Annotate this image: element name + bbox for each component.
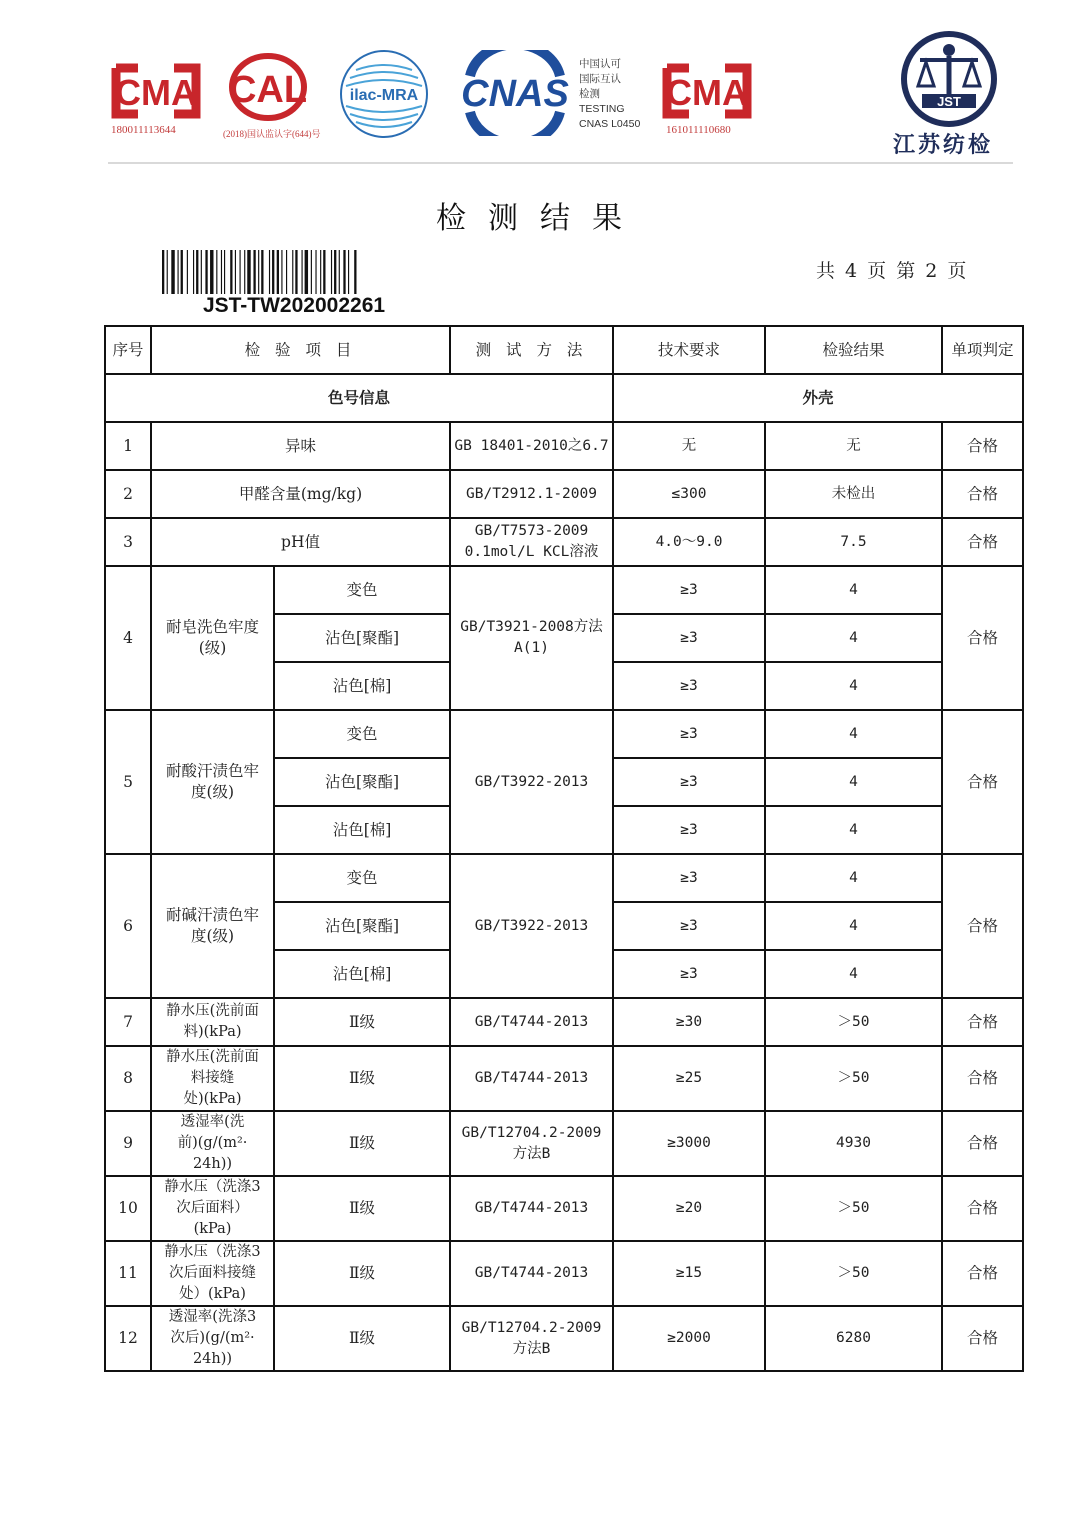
- row-item: 耐酸汗渍色牢 度(级): [151, 710, 274, 854]
- row-grade: Ⅱ级: [274, 1241, 450, 1306]
- row-subitem: 沾色[棉]: [274, 950, 450, 998]
- row-item: 静水压（洗涤3 次后面料） (kPa): [151, 1176, 274, 1241]
- row-item: 静水压(洗前面 料)(kPa): [151, 998, 274, 1046]
- row-method: GB/T4744-2013: [450, 1176, 613, 1241]
- row-requirement: ≥3: [613, 854, 765, 902]
- table-row: [105, 854, 1023, 902]
- barcode-bar: [196, 250, 198, 294]
- barcode-bar: [295, 250, 297, 294]
- row-requirement: ≥3000: [613, 1111, 765, 1176]
- row-requirement: 无: [613, 422, 765, 470]
- row-result: 4930: [765, 1111, 942, 1176]
- barcode-bar: [240, 250, 241, 294]
- row-item: 耐皂洗色牢度 (级): [151, 566, 274, 710]
- row-grade: Ⅱ级: [274, 1176, 450, 1241]
- section-row: [105, 374, 1023, 422]
- barcode-bar: [187, 250, 188, 294]
- barcode-bar: [224, 250, 225, 294]
- barcode-bar: [292, 250, 293, 294]
- row-number: 4: [105, 566, 151, 710]
- barcode: [162, 250, 426, 294]
- barcode-bar: [230, 250, 232, 294]
- row-item: 异味: [151, 422, 450, 470]
- row-method: GB/T7573-2009 0.1mol/L KCL溶液: [450, 518, 613, 566]
- barcode-bar: [343, 250, 345, 294]
- barcode-bar: [162, 250, 164, 294]
- row-item: 静水压（洗涤3 次后面料接缝 处）(kPa): [151, 1241, 274, 1306]
- row-verdict: 合格: [942, 998, 1023, 1046]
- barcode-bar: [171, 250, 174, 294]
- row-grade: Ⅱ级: [274, 1046, 450, 1111]
- barcode-bar: [277, 250, 279, 294]
- row-result: 4: [765, 902, 942, 950]
- table-row: [105, 470, 1023, 518]
- barcode-bar: [261, 250, 263, 294]
- cma-number: 180011113644: [111, 124, 176, 136]
- row-requirement: ≥3: [613, 614, 765, 662]
- row-item: 透湿率(洗涤3 次后)(g/(m²· 24h)): [151, 1306, 274, 1371]
- row-method: GB/T3922-2013: [450, 710, 613, 854]
- row-method: GB/T12704.2-2009 方法B: [450, 1111, 613, 1176]
- row-requirement: ≥2000: [613, 1306, 765, 1371]
- header-item: 检 验 项 目: [151, 326, 450, 374]
- row-subitem: 沾色[棉]: [274, 662, 450, 710]
- row-result: 6280: [765, 1306, 942, 1371]
- row-subitem: 沾色[聚酯]: [274, 614, 450, 662]
- row-requirement: ≥3: [613, 710, 765, 758]
- svg-text:JST: JST: [937, 94, 961, 109]
- row-result: ＞50: [765, 1046, 942, 1111]
- row-method: GB 18401-2010之6.7: [450, 422, 613, 470]
- svg-text:CAL: CAL: [228, 69, 308, 111]
- header-requirement: 技术要求: [613, 326, 765, 374]
- page-title: 检测结果: [436, 201, 644, 236]
- cal-number: (2018)国认监认字(644)号: [223, 129, 321, 139]
- svg-text:CMA: CMA: [666, 72, 748, 113]
- row-requirement: ≥15: [613, 1241, 765, 1306]
- row-grade: Ⅱ级: [274, 1306, 450, 1371]
- barcode-bar: [272, 250, 274, 294]
- row-subitem: 变色: [274, 566, 450, 614]
- row-result: 无: [765, 422, 942, 470]
- row-item: 静水压(洗前面 料接缝 处)(kPa): [151, 1046, 274, 1111]
- row-number: 9: [105, 1111, 151, 1176]
- row-result: 7.5: [765, 518, 942, 566]
- row-verdict: 合格: [942, 470, 1023, 518]
- barcode-bar: [205, 250, 207, 294]
- row-method: GB/T12704.2-2009 方法B: [450, 1306, 613, 1371]
- section-color-info: 色号信息: [105, 374, 613, 422]
- barcode-bar: [311, 250, 312, 294]
- row-verdict: 合格: [942, 854, 1023, 998]
- barcode-bar: [244, 250, 245, 294]
- row-subitem: 沾色[聚酯]: [274, 758, 450, 806]
- barcode-bar: [253, 250, 255, 294]
- barcode-bar: [334, 250, 336, 294]
- header-divider: [108, 162, 1013, 164]
- row-verdict: 合格: [942, 1046, 1023, 1111]
- row-verdict: 合格: [942, 1176, 1023, 1241]
- barcode-bar: [178, 250, 179, 294]
- row-subitem: 变色: [274, 710, 450, 758]
- row-method: GB/T4744-2013: [450, 998, 613, 1046]
- row-requirement: ≥3: [613, 806, 765, 854]
- barcode-bar: [181, 250, 183, 294]
- row-requirement: ≥3: [613, 566, 765, 614]
- row-result: ＞50: [765, 1176, 942, 1241]
- row-requirement: ≥3: [613, 662, 765, 710]
- row-verdict: 合格: [942, 1241, 1023, 1306]
- barcode-bar: [354, 250, 356, 294]
- row-verdict: 合格: [942, 566, 1023, 710]
- row-result: ＞50: [765, 998, 942, 1046]
- barcode-bar: [320, 250, 321, 294]
- table-row: [105, 1046, 1023, 1111]
- ilac-mra-logo: [338, 48, 430, 140]
- table-row: [105, 1176, 1023, 1241]
- section-shell: 外壳: [613, 374, 1023, 422]
- row-result: 4: [765, 854, 942, 902]
- row-verdict: 合格: [942, 422, 1023, 470]
- barcode-bar: [221, 250, 222, 294]
- row-result: 4: [765, 566, 942, 614]
- row-subitem: 沾色[聚酯]: [274, 902, 450, 950]
- results-table: [104, 325, 1024, 1372]
- barcode-bar: [235, 250, 236, 294]
- row-verdict: 合格: [942, 1111, 1023, 1176]
- barcode-bar: [269, 250, 270, 294]
- cma-number-2: 161011110680: [666, 124, 731, 136]
- row-item: 耐碱汗渍色牢 度(级): [151, 854, 274, 998]
- table-row: [105, 1306, 1023, 1371]
- row-result: 4: [765, 662, 942, 710]
- barcode-bar: [302, 250, 303, 294]
- barcode-bar: [281, 250, 282, 294]
- barcode-bar: [210, 250, 213, 294]
- row-number: 7: [105, 998, 151, 1046]
- header-result: 检验结果: [765, 326, 942, 374]
- row-requirement: ≥20: [613, 1176, 765, 1241]
- row-number: 11: [105, 1241, 151, 1306]
- barcode-bar: [315, 250, 316, 294]
- row-number: 12: [105, 1306, 151, 1371]
- page-indicator: 共 4 页 第 2 页: [816, 260, 969, 282]
- table-row: [105, 710, 1023, 758]
- table-row: [105, 518, 1023, 566]
- cal-logo: [226, 52, 310, 122]
- row-number: 3: [105, 518, 151, 566]
- row-result: ＞50: [765, 1241, 942, 1306]
- certification-header: [0, 0, 1080, 165]
- svg-text:ilac-MRA: ilac-MRA: [349, 87, 419, 104]
- table-row: [105, 1111, 1023, 1176]
- header-verdict: 单项判定: [942, 326, 1023, 374]
- row-requirement: ≥30: [613, 998, 765, 1046]
- table-row: [105, 422, 1023, 470]
- svg-text:CNAS: CNAS: [461, 73, 569, 115]
- row-result: 未检出: [765, 470, 942, 518]
- barcode-bar: [167, 250, 168, 294]
- report-number: JST-TW202002261: [202, 294, 386, 317]
- barcode-bar: [286, 250, 287, 294]
- barcode-bar: [305, 250, 308, 294]
- row-requirement: ≥3: [613, 758, 765, 806]
- header-seq: 序号: [105, 326, 151, 374]
- jst-caption: 江苏纺检: [893, 132, 994, 158]
- row-item: 透湿率(洗 前)(g/(m²· 24h)): [151, 1111, 274, 1176]
- row-number: 5: [105, 710, 151, 854]
- row-grade: Ⅱ级: [274, 998, 450, 1046]
- row-result: 4: [765, 758, 942, 806]
- row-requirement: ≥3: [613, 902, 765, 950]
- row-result: 4: [765, 614, 942, 662]
- cnas-logo: [456, 50, 574, 136]
- row-subitem: 变色: [274, 854, 450, 902]
- row-requirement: ≥25: [613, 1046, 765, 1111]
- row-requirement: 4.0～9.0: [613, 518, 765, 566]
- barcode-bar: [216, 250, 217, 294]
- row-result: 4: [765, 950, 942, 998]
- barcode-bar: [201, 250, 202, 294]
- row-item: 甲醛含量(mg/kg): [151, 470, 450, 518]
- barcode-bar: [331, 250, 332, 294]
- row-result: 4: [765, 806, 942, 854]
- row-number: 10: [105, 1176, 151, 1241]
- jst-logo: [900, 30, 998, 128]
- row-subitem: 沾色[棉]: [274, 806, 450, 854]
- table-row: [105, 998, 1023, 1046]
- row-method: GB/T3921-2008方法 A(1): [450, 566, 613, 710]
- row-requirement: ≥3: [613, 950, 765, 998]
- barcode-bar: [348, 250, 349, 294]
- row-result: 4: [765, 710, 942, 758]
- row-item: pH值: [151, 518, 450, 566]
- row-verdict: 合格: [942, 710, 1023, 854]
- results-table-wrapper: [104, 325, 1022, 1372]
- row-verdict: 合格: [942, 518, 1023, 566]
- row-method: GB/T4744-2013: [450, 1241, 613, 1306]
- row-method: GB/T2912.1-2009: [450, 470, 613, 518]
- barcode-bar: [323, 250, 325, 294]
- cma-logo-2: [659, 62, 755, 120]
- table-header-row: [105, 326, 1023, 374]
- row-method: GB/T4744-2013: [450, 1046, 613, 1111]
- row-method: GB/T3922-2013: [450, 854, 613, 998]
- row-number: 2: [105, 470, 151, 518]
- barcode-bar: [258, 250, 259, 294]
- cma-logo: [108, 62, 204, 120]
- row-number: 6: [105, 854, 151, 998]
- table-row: [105, 1241, 1023, 1306]
- row-grade: Ⅱ级: [274, 1111, 450, 1176]
- barcode-bar: [339, 250, 340, 294]
- cnas-side-text: 中国认可 国际互认 检测 TESTING CNAS L0450: [579, 58, 641, 130]
- table-row: [105, 566, 1023, 614]
- header-method: 测 试 方 法: [450, 326, 613, 374]
- svg-text:CMA: CMA: [115, 72, 197, 113]
- row-number: 8: [105, 1046, 151, 1111]
- row-number: 1: [105, 422, 151, 470]
- barcode-bar: [247, 250, 250, 294]
- row-requirement: ≤300: [613, 470, 765, 518]
- barcode-bar: [193, 250, 194, 294]
- row-verdict: 合格: [942, 1306, 1023, 1371]
